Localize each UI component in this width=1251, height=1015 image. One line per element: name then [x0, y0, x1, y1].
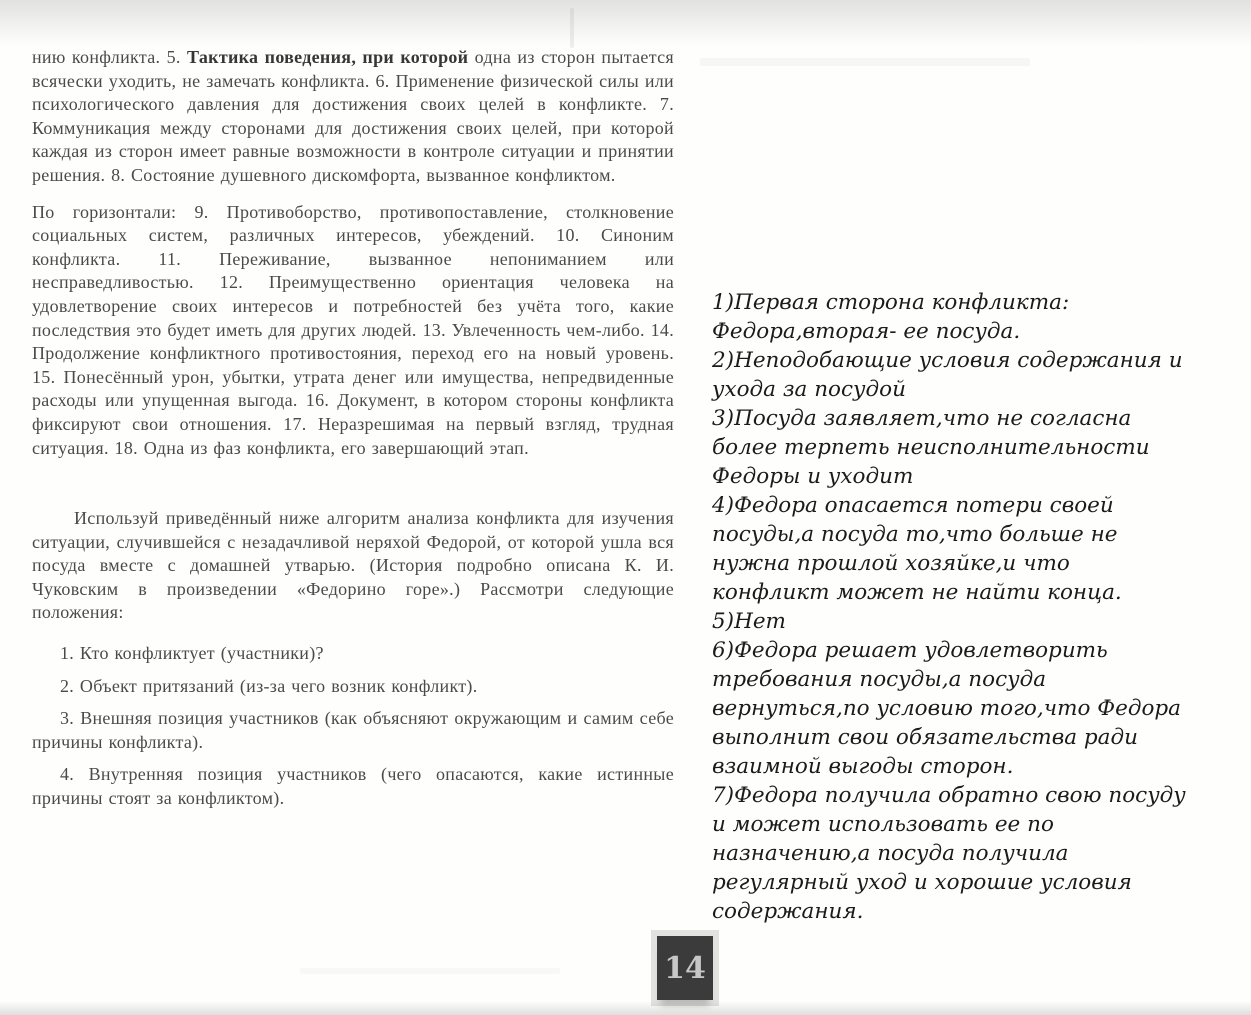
clues-lead-text: нию конфликта. 5.	[32, 47, 187, 67]
handwritten-answer-2: 2)Неподобающие условия содержания и ухода за посудой	[712, 348, 1183, 402]
scan-artifact	[700, 58, 1030, 66]
page-number-badge: 14	[657, 936, 713, 1000]
handwritten-answer-3: 3)Посуда заявляет,что не согласна более терпеть неисполнительности Федоры и уходит	[712, 406, 1150, 489]
handwritten-answer-7: 7)Федора получила обратно свою посуду и может использовать ее по назначению,а посуда получила регулярный уход и хорошие условия содержания.	[712, 783, 1186, 924]
scan-artifact	[570, 8, 574, 48]
handwritten-answer-1: 1)Первая сторона конфликта: Федора,вторая- ее посуда.	[712, 290, 1070, 344]
clues-rest-text: одна из сторон пытается всячески уходить, не замечать конфликта. 6. Применение физической силы или психологического давления для достижения своих целей в конфликте. 7. Коммуникация между сторонами для достижения своих целей, при которой каждая из сторон имеет равные возможности в контроле ситуации и принятии решения. 8. Состояние душевного дискомфорта, вызванное конфликтом.	[32, 47, 674, 185]
crossword-horizontal-clues-paragraph: По горизонтали: 9. Противоборство, противопоставление, столкновение социальных систем, различных интересов, убеждений. 10. Синоним конфликта. 11. Переживание, вызванное непониманием или несправедливостью. 12. Преимущественно ориентация человека на удовлетворение своих интересов и потребностей без учёта того, какие последствия это будет иметь для других людей. 13. Увлеченность чем-либо. 14. Продолжение конфликтного противостояния, переход его на новый уровень. 15. Понесённый урон, убытки, утрата денег или имущества, непредвиденные расходы или упущенная выгода. 16. Документ, в котором стороны конфликта фиксируют свои отношения. 17. Неразрешимая на первый взгляд, трудная ситуация. 18. Одна из фаз конфликта, его завершающий этап.	[32, 201, 674, 458]
scan-artifact	[300, 968, 560, 974]
scan-bottom-shadow	[0, 1001, 1251, 1015]
analysis-list-item-3: 3. Внешняя позиция участников (как объясняют окружающим и самим себе причины конфликта).	[32, 708, 674, 752]
handwritten-answer-6: 6)Федора решает удовлетворить требования посуды,а посуда вернуться,по условию того,что Федора выполнит свои обязательства ради взаимной выгоды сторон.	[712, 638, 1181, 779]
crossword-vertical-clues-paragraph	[32, 46, 674, 188]
clues-bold-phrase: Тактика поведения, при которой	[187, 47, 469, 67]
handwritten-answers-column	[712, 288, 1192, 926]
analysis-list-item-2: 2. Объект притязаний (из-за чего возник конфликт).	[60, 675, 478, 696]
task-instruction-paragraph: Используй приведённый ниже алгоритм анализа конфликта для изучения ситуации, случившейся с незадачливой неряхой Федорой, от которой ушла вся посуда вместе с домашней утварью. (История подробно описана К. И. Чуковским в произведении «Федорино горе».) Рассмотри следующие положения:	[32, 508, 674, 623]
analysis-list-item-4: 4. Внутренняя позиция участников (чего опасаются, какие истинные причины стоят за конфликтом).	[32, 764, 674, 809]
handwritten-answer-5: 5)Нет	[712, 609, 786, 634]
handwritten-answer-4: 4)Федора опасается потери своей посуды,а посуда то,что больше не нужна прошлой хозяйке,и что конфликт может не найти конца.	[712, 493, 1122, 605]
printed-text-column	[32, 46, 674, 820]
analysis-list-item-1: 1. Кто конфликтует (участники)?	[60, 643, 324, 664]
scan-top-shadow	[0, 0, 1251, 46]
